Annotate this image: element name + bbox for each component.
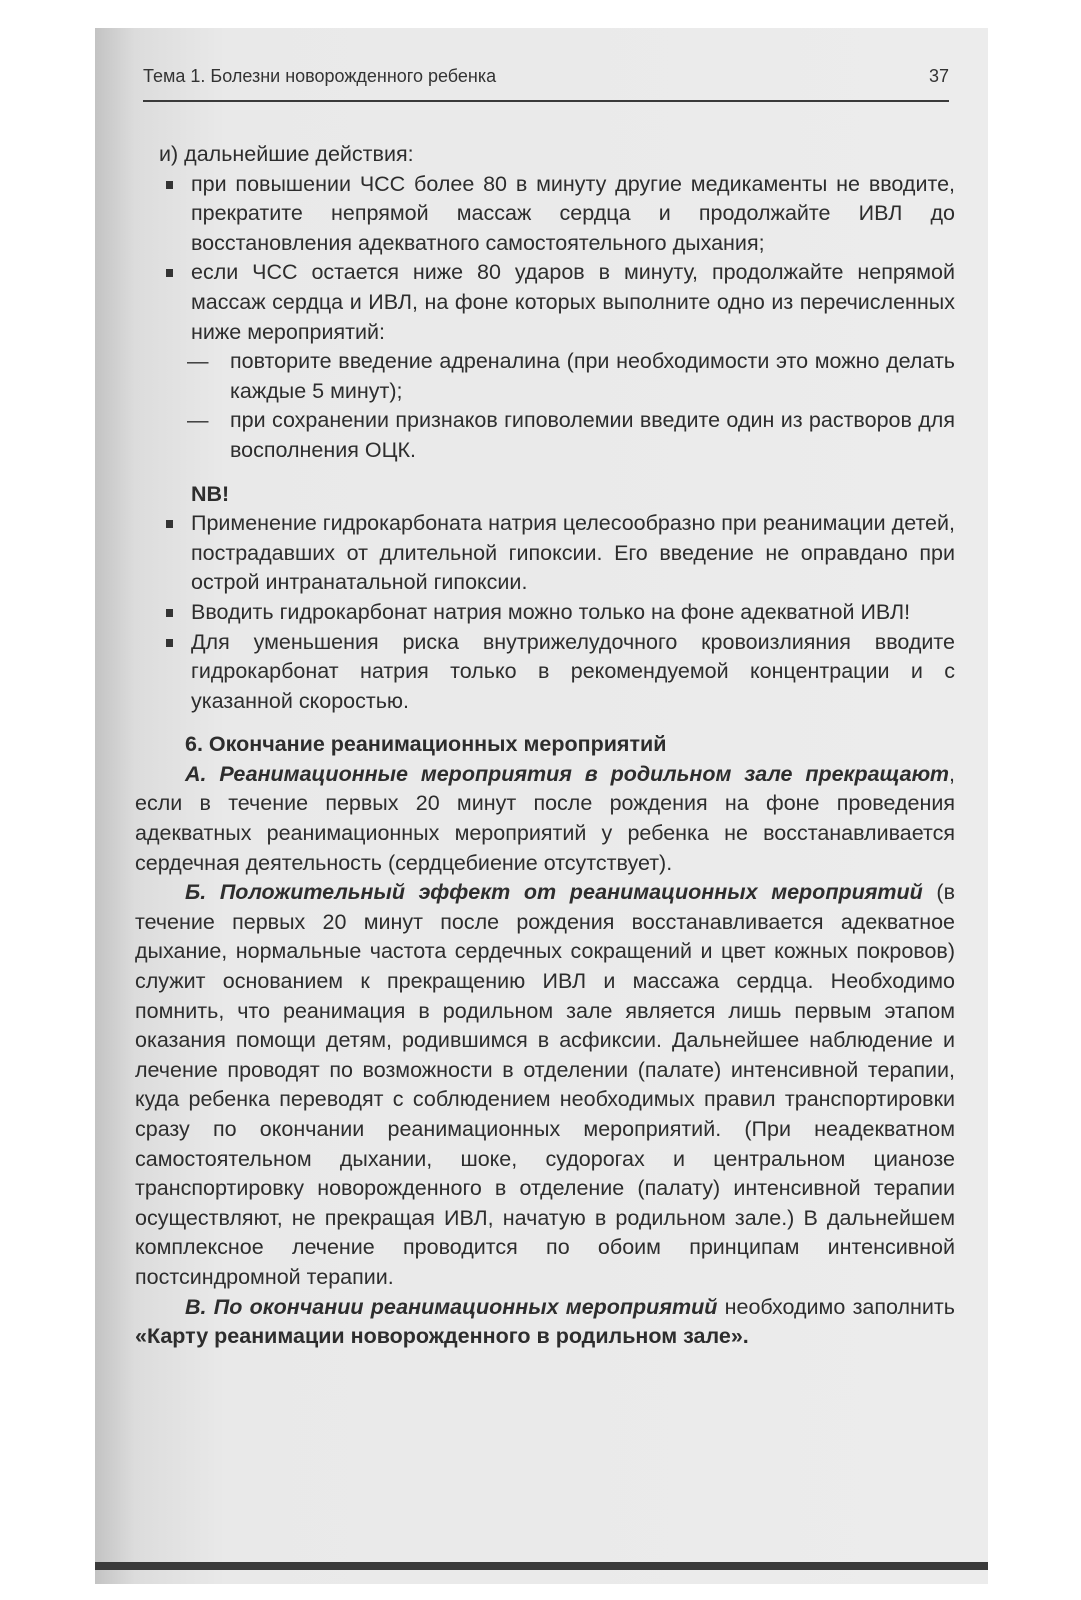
nb-item-2: Вводить гидрокарбонат натрия можно только на фоне адекватной ИВЛ! [135,598,955,628]
sub-action-item-1: — повторите введение адреналина (при необходимости это можно делать каждые 5 минут); [135,347,955,406]
section-heading: 6. Окончание реанимационных мероприятий [185,732,667,757]
nb-label: NB! [191,481,230,506]
paragraph-b-lead: Б. Положительный эффект от реанимационных мероприятий [185,880,923,905]
paragraph-c-text: необходимо заполнить [717,1294,955,1319]
bottom-rule [95,1562,988,1570]
paragraph-b-text: (в течение первых 20 минут после рождения восстанавливается адекватное дыхание, нормальные частота сердечных сокращений и цвет кожных покровов) служит основанием к прекращению ИВЛ и массажа сердца. Необходимо помнить, что реанимация в родильном зале является лишь первым этапом оказания помощи детям, родившимся в асфиксии. Дальнейшее наблюдение и лечение проводят по возможности в отделении (палате) интенсивной терапии, куда ребенка переводят с соблюдением необходимых правил транспортировки сразу по окончании реанимационных мероприятий. (При неадекватном самостоятельном дыхании, шоке, судорогах и центральном цианозе транспортировку новорожденного в отделение (палату) интенсивной терапии осуществляют, не прекращая ИВЛ, начатую в родильном зале.) В дальнейшем комплексное лечение проводится по обоим принципам интенсивной постсиндромной терапии. [135,880,955,1289]
nb-item-1: Применение гидрокарбоната натрия целесообразно при реанимации детей, пострадавших от длительной гипоксии. Его введение не оправдано при острой интранатальной гипоксии. [135,509,955,598]
page-body [135,140,955,1352]
running-header [143,66,949,102]
page-number: 37 [928,66,949,86]
paragraph-c-lead: В. По окончании реанимационных мероприятий [185,1294,718,1319]
paragraph-a-lead: А. Реанимационные мероприятия в родильном зале прекращают [185,761,950,786]
running-header-title: Тема 1. Болезни новорожденного ребенка [143,66,497,86]
nb-item-3: Для уменьшения риска внутрижелудочного кровоизлияния вводите гидрокарбонат натрия только в рекомендуемой концентрации и с указанной скоростью. [135,628,955,717]
action-item-1: при повышении ЧСС более 80 в минуту другие медикаменты не вводите, прекратите непрямой массаж сердца и продолжайте ИВЛ до восстановления адекватного самостоятельного дыхания; [135,170,955,259]
sub-action-item-2: — при сохранении признаков гиповолемии введите один из растворов для восполнения ОЦК. [135,406,955,465]
scanned-page [95,28,988,1584]
paragraph-b [135,878,955,1292]
paragraph-a-text: , если в течение первых 20 минут после рождения на фоне проведения адекватных реанимационных мероприятий у ребенка не восстанавливается сердечная деятельность (сердцебиение отсутствует). [135,761,955,875]
paragraph-c [135,1293,955,1352]
action-item-2: если ЧСС остается ниже 80 ударов в минуту, продолжайте непрямой массаж сердца и ИВЛ, на фоне которых выполните одно из перечисленных ниже мероприятий: [135,258,955,347]
list-label: и) дальнейшие действия: [159,142,414,166]
paragraph-c-bold: «Карту реанимации новорожденного в родильном зале». [135,1324,749,1349]
paragraph-a [135,760,955,878]
